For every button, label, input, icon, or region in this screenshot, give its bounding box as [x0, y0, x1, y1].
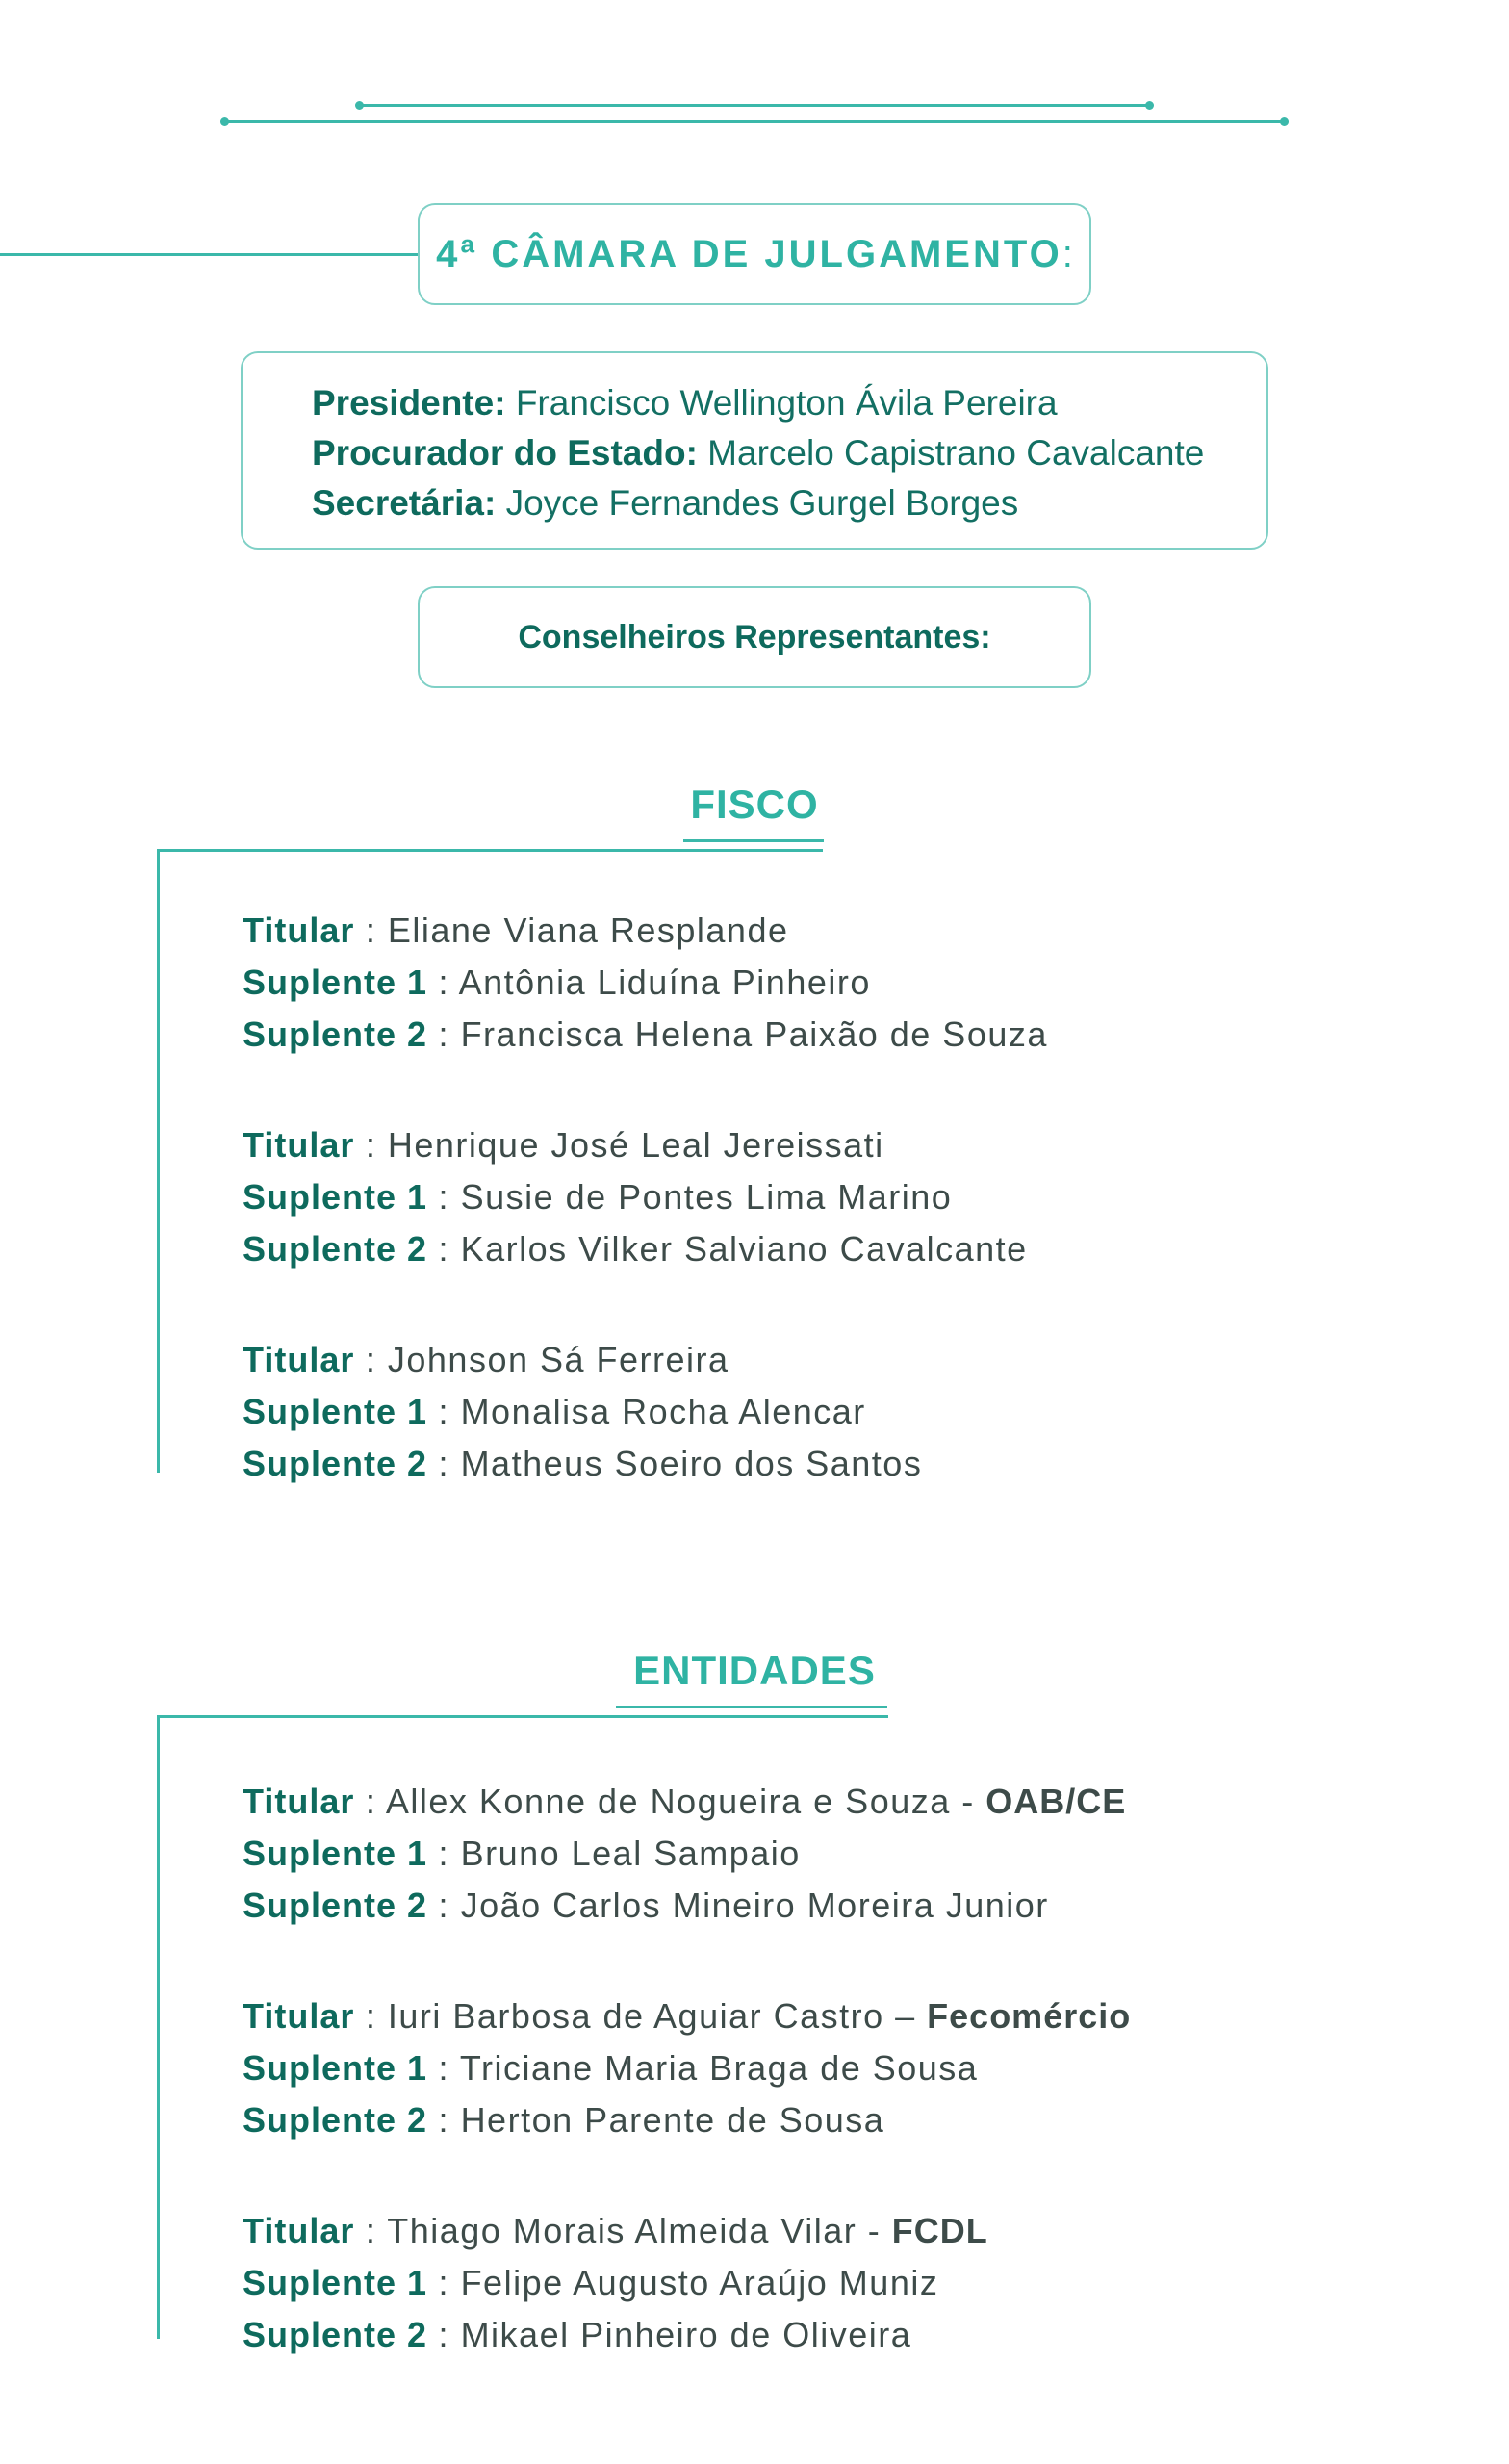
fisco-group	[243, 1334, 922, 1490]
fisco-heading-underline	[683, 839, 824, 842]
suplente-2-label: Suplente 2	[243, 1014, 428, 1054]
titular-label: Titular	[243, 1996, 355, 2036]
suplente-1-label: Suplente 1	[243, 2048, 428, 2088]
suplente-1-line: Suplente 1 : Felipe Augusto Araújo Muniz	[243, 2263, 939, 2302]
suplente-1-name: Susie de Pontes Lima Marino	[460, 1177, 953, 1217]
title-connector-line	[0, 253, 419, 256]
suplente-1-name: Felipe Augusto Araújo Muniz	[460, 2263, 939, 2302]
suplente-1-name: Monalisa Rocha Alencar	[460, 1392, 866, 1431]
suplente-2-line: Suplente 2 : Matheus Soeiro dos Santos	[243, 1444, 923, 1483]
suplente-2-name: Karlos Vilker Salviano Cavalcante	[460, 1229, 1028, 1269]
titular-label: Titular	[243, 1125, 355, 1165]
top-divider-long-dot-right	[1280, 117, 1289, 126]
titular-line: Titular : Henrique José Leal Jereissati	[243, 1125, 884, 1165]
suplente-1-line: Suplente 1 : Antônia Liduína Pinheiro	[243, 962, 871, 1002]
suplente-2-name: Francisca Helena Paixão de Souza	[460, 1014, 1048, 1054]
suplente-2-label: Suplente 2	[243, 1886, 428, 1925]
suplente-1-name: Antônia Liduína Pinheiro	[458, 962, 871, 1002]
suplente-2-label: Suplente 2	[243, 1229, 428, 1269]
entidades-heading-underline	[616, 1706, 887, 1708]
entity-name: OAB/CE	[985, 1782, 1127, 1821]
procurador-label: Procurador do Estado	[312, 433, 686, 473]
suplente-2-label: Suplente 2	[243, 2315, 428, 2354]
entidades-group	[243, 2205, 988, 2361]
titular-name: Henrique José Leal Jereissati	[387, 1125, 884, 1165]
top-divider-long-dot-left	[220, 117, 229, 126]
suplente-1-line: Suplente 1 : Monalisa Rocha Alencar	[243, 1392, 866, 1431]
suplente-1-label: Suplente 1	[243, 962, 428, 1002]
suplente-2-line: Suplente 2 : Karlos Vilker Salviano Cavalcante	[243, 1229, 1028, 1269]
titular-name: Johnson Sá Ferreira	[387, 1340, 729, 1379]
entidades-group	[243, 1776, 1126, 1932]
entidades-group	[243, 1990, 1131, 2146]
secretaria-colon: :	[483, 483, 497, 523]
presidente-value: Francisco Wellington Ávila Pereira	[515, 383, 1058, 423]
fisco-bracket-top	[157, 849, 823, 852]
procurador-value: Marcelo Capistrano Cavalcante	[707, 433, 1205, 473]
suplente-1-label: Suplente 1	[243, 1834, 428, 1873]
top-divider-dot-right	[1145, 101, 1154, 110]
titular-label: Titular	[243, 911, 355, 950]
entidades-bracket-top	[157, 1715, 888, 1718]
suplente-2-label: Suplente 2	[243, 2100, 428, 2140]
titular-name: Thiago Morais Almeida Vilar -	[387, 2211, 892, 2250]
titular-line: Titular : Johnson Sá Ferreira	[243, 1340, 729, 1379]
suplente-2-name: Herton Parente de Sousa	[460, 2100, 885, 2140]
suplente-2-line: Suplente 2 : Mikael Pinheiro de Oliveira	[243, 2315, 912, 2354]
secretaria-line	[312, 478, 1266, 528]
chamber-title: 4ª CÂMARA DE JULGAMENTO	[436, 232, 1062, 275]
entity-name: Fecomércio	[927, 1996, 1132, 2036]
titular-label: Titular	[243, 2211, 355, 2250]
suplente-1-name: Bruno Leal Sampaio	[460, 1834, 801, 1873]
suplente-1-line: Suplente 1 : Triciane Maria Braga de Sousa	[243, 2048, 979, 2088]
fisco-group	[243, 1119, 1028, 1275]
secretaria-value: Joyce Fernandes Gurgel Borges	[505, 483, 1019, 523]
titular-label: Titular	[243, 1340, 355, 1379]
suplente-2-name: João Carlos Mineiro Moreira Junior	[460, 1886, 1049, 1925]
presidente-colon: :	[494, 383, 506, 423]
conselheiros-label: Conselheiros Representantes:	[518, 618, 991, 655]
suplente-1-label: Suplente 1	[243, 1392, 428, 1431]
suplente-2-line: Suplente 2 : Francisca Helena Paixão de Souza	[243, 1014, 1048, 1054]
titular-label: Titular	[243, 1782, 355, 1821]
suplente-2-line: Suplente 2 : Herton Parente de Sousa	[243, 2100, 885, 2140]
suplente-1-label: Suplente 1	[243, 1177, 428, 1217]
entity-name: FCDL	[891, 2211, 988, 2250]
conselheiros-box	[418, 586, 1091, 688]
fisco-group	[243, 905, 1048, 1061]
entidades-heading: ENTIDADES	[633, 1648, 876, 1693]
chamber-title-colon: :	[1061, 232, 1073, 275]
titular-line: Titular : Iuri Barbosa de Aguiar Castro – Fecomércio	[243, 1996, 1132, 2036]
suplente-1-line: Suplente 1 : Susie de Pontes Lima Marino	[243, 1177, 953, 1217]
titular-name: Eliane Viana Resplande	[387, 911, 789, 950]
titular-line: Titular : Allex Konne de Nogueira e Souza - OAB/CE	[243, 1782, 1127, 1821]
suplente-1-label: Suplente 1	[243, 2263, 428, 2302]
chamber-title-box	[418, 203, 1091, 305]
titular-name: Allex Konne de Nogueira e Souza -	[385, 1782, 986, 1821]
titular-line: Titular : Thiago Morais Almeida Vilar - FCDL	[243, 2211, 988, 2250]
titular-line: Titular : Eliane Viana Resplande	[243, 911, 789, 950]
presidente-label: Presidente	[312, 383, 495, 423]
suplente-2-label: Suplente 2	[243, 1444, 428, 1483]
top-divider-short	[359, 104, 1150, 107]
suplente-2-name: Matheus Soeiro dos Santos	[460, 1444, 923, 1483]
top-divider-long	[224, 120, 1285, 123]
titular-name: Iuri Barbosa de Aguiar Castro –	[387, 1996, 928, 2036]
fisco-bracket-side	[157, 849, 160, 1473]
top-divider-dot-left	[355, 101, 364, 110]
suplente-1-name: Triciane Maria Braga de Sousa	[459, 2048, 979, 2088]
presidente-line	[312, 378, 1266, 428]
procurador-colon: :	[685, 433, 698, 473]
secretaria-label: Secretária	[312, 483, 484, 523]
suplente-1-line: Suplente 1 : Bruno Leal Sampaio	[243, 1834, 801, 1873]
officials-box	[241, 351, 1268, 550]
procurador-line	[312, 428, 1266, 478]
suplente-2-name: Mikael Pinheiro de Oliveira	[460, 2315, 912, 2354]
entidades-bracket-side	[157, 1715, 160, 2339]
suplente-2-line: Suplente 2 : João Carlos Mineiro Moreira Junior	[243, 1886, 1049, 1925]
fisco-heading: FISCO	[690, 782, 819, 827]
